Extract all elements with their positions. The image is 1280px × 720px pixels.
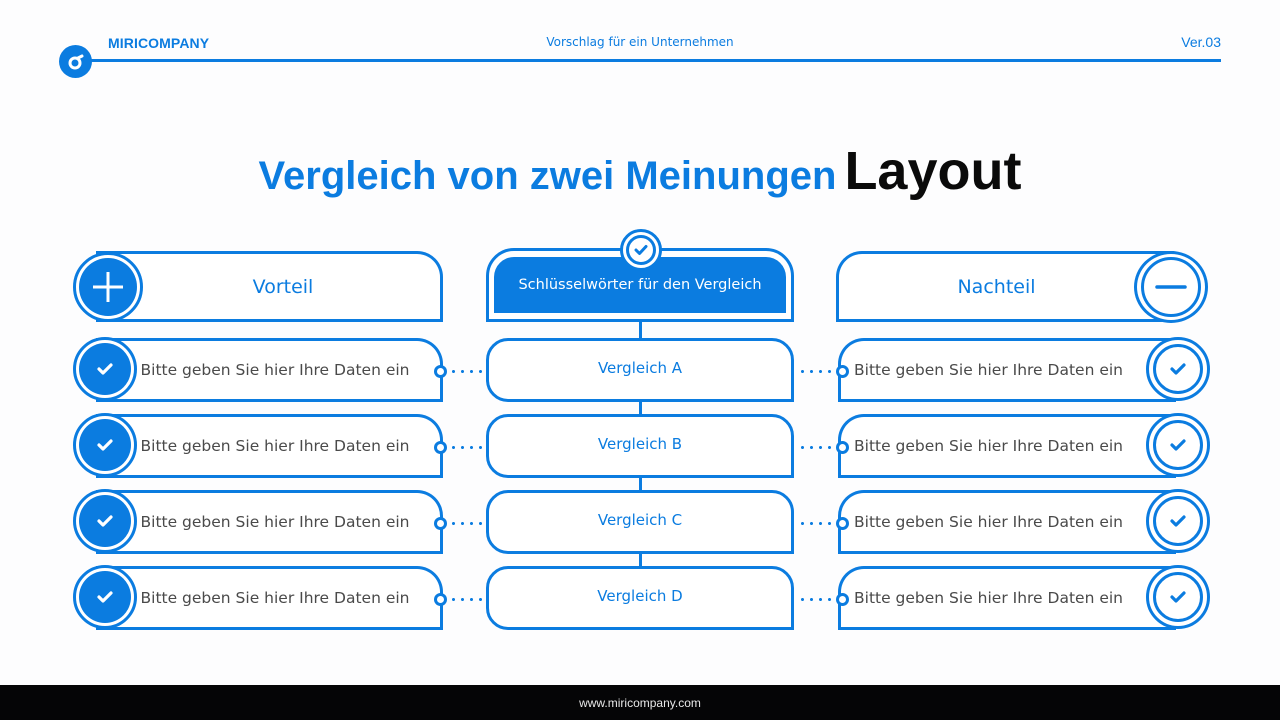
check-icon bbox=[79, 343, 131, 395]
check-icon bbox=[79, 571, 131, 623]
advantage-item-text: Bitte geben Sie hier Ihre Daten ein bbox=[140, 513, 410, 531]
connector-node bbox=[836, 517, 849, 530]
disadvantage-item-text: Bitte geben Sie hier Ihre Daten ein bbox=[854, 513, 1123, 531]
comparison-item-c[interactable]: Vergleich C bbox=[486, 490, 794, 554]
check-icon bbox=[626, 235, 656, 265]
title-main: Vergleich von zwei Meinungen bbox=[258, 154, 837, 198]
header-subtitle: Vorschlag für ein Unternehmen bbox=[546, 35, 734, 49]
check-badge bbox=[1146, 489, 1210, 553]
advantage-header bbox=[96, 251, 443, 322]
check-badge bbox=[1146, 337, 1210, 401]
advantage-item-text: Bitte geben Sie hier Ihre Daten ein bbox=[140, 361, 410, 379]
comparison-item-d[interactable]: Vergleich D bbox=[486, 566, 794, 630]
advantage-heading: Vorteil bbox=[252, 275, 314, 298]
page-title bbox=[0, 140, 1280, 202]
brand-logo-icon bbox=[59, 45, 92, 78]
check-icon bbox=[1153, 344, 1203, 394]
advantage-item-2[interactable] bbox=[96, 414, 443, 478]
dotted-connector bbox=[449, 370, 489, 373]
footer-bar bbox=[0, 685, 1280, 720]
minus-badge bbox=[1134, 251, 1208, 323]
dotted-connector bbox=[798, 598, 838, 601]
disadvantage-item-1[interactable] bbox=[838, 338, 1176, 402]
minus-icon bbox=[1141, 257, 1201, 317]
disadvantage-item-4[interactable] bbox=[838, 566, 1176, 630]
connector-node bbox=[434, 593, 447, 606]
plus-icon bbox=[79, 258, 137, 316]
connector-node bbox=[434, 441, 447, 454]
brand-name: MIRICOMPANY bbox=[108, 35, 210, 51]
advantage-item-1[interactable] bbox=[96, 338, 443, 402]
check-badge bbox=[73, 337, 137, 401]
keywords-check-badge bbox=[620, 229, 662, 271]
keywords-header: Schlüsselwörter für den Vergleich bbox=[494, 257, 786, 313]
disadvantage-header bbox=[836, 251, 1174, 322]
advantage-item-text: Bitte geben Sie hier Ihre Daten ein bbox=[140, 589, 410, 607]
check-icon bbox=[79, 495, 131, 547]
check-badge bbox=[1146, 413, 1210, 477]
dotted-connector bbox=[449, 598, 489, 601]
footer-url[interactable]: www.miricompany.com bbox=[579, 695, 701, 710]
advantage-item-3[interactable] bbox=[96, 490, 443, 554]
check-badge bbox=[73, 565, 137, 629]
advantage-item-4[interactable] bbox=[96, 566, 443, 630]
comparison-item-b[interactable]: Vergleich B bbox=[486, 414, 794, 478]
connector-node bbox=[434, 365, 447, 378]
disadvantage-heading: Nachteil bbox=[957, 275, 1036, 298]
dotted-connector bbox=[798, 522, 838, 525]
advantage-item-text: Bitte geben Sie hier Ihre Daten ein bbox=[140, 437, 410, 455]
version-label: Ver.03 bbox=[1181, 34, 1221, 50]
connector-node bbox=[836, 593, 849, 606]
dotted-connector bbox=[798, 370, 838, 373]
disadvantage-item-text: Bitte geben Sie hier Ihre Daten ein bbox=[854, 361, 1123, 379]
check-icon bbox=[1153, 572, 1203, 622]
title-accent: Layout bbox=[844, 141, 1022, 201]
dotted-connector bbox=[449, 446, 489, 449]
check-badge bbox=[73, 489, 137, 553]
disadvantage-item-text: Bitte geben Sie hier Ihre Daten ein bbox=[854, 589, 1123, 607]
check-icon bbox=[1153, 420, 1203, 470]
disadvantage-item-3[interactable] bbox=[838, 490, 1176, 554]
comparison-item-a[interactable]: Vergleich A bbox=[486, 338, 794, 402]
disadvantage-item-text: Bitte geben Sie hier Ihre Daten ein bbox=[854, 437, 1123, 455]
check-badge bbox=[1146, 565, 1210, 629]
plus-badge bbox=[73, 252, 143, 322]
check-icon bbox=[79, 419, 131, 471]
check-icon bbox=[1153, 496, 1203, 546]
connector-node bbox=[836, 441, 849, 454]
connector-node bbox=[836, 365, 849, 378]
check-badge bbox=[73, 413, 137, 477]
disadvantage-item-2[interactable] bbox=[838, 414, 1176, 478]
dotted-connector bbox=[449, 522, 489, 525]
connector-node bbox=[434, 517, 447, 530]
header-divider bbox=[76, 59, 1221, 62]
dotted-connector bbox=[798, 446, 838, 449]
